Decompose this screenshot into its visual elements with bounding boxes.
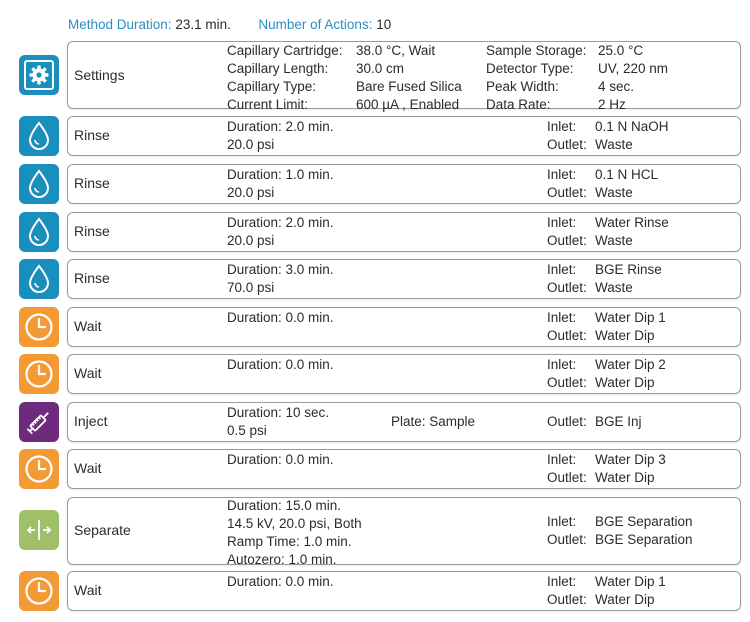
settings-label: Capillary Type: — [227, 79, 317, 94]
settings-label: Data Rate: — [486, 97, 551, 112]
inlet-value: Water Dip 1 — [595, 310, 666, 325]
outlet-label: Outlet: — [547, 414, 587, 429]
outlet-value: Water Dip — [595, 375, 655, 390]
action-card[interactable] — [67, 354, 741, 394]
outlet-label: Outlet: — [547, 233, 587, 248]
action-card[interactable] — [67, 449, 741, 489]
peak-width-value: 4 sec. — [598, 79, 635, 94]
separate-arrows-icon[interactable] — [19, 510, 59, 550]
gear-icon[interactable] — [19, 55, 59, 95]
action-row-rinse[interactable] — [19, 259, 741, 299]
settings-label: Capillary Cartridge: — [227, 43, 343, 58]
method-duration-value: 23.1 min. — [175, 17, 231, 32]
inlet-value: Water Dip 3 — [595, 452, 666, 467]
data-rate-value: 2 Hz — [598, 97, 626, 112]
action-row-wait[interactable] — [19, 307, 741, 347]
action-name: Separate — [74, 522, 131, 538]
action-name: Wait — [74, 365, 102, 381]
outlet-label: Outlet: — [547, 375, 587, 390]
pressure-text: 0.5 psi — [227, 423, 267, 438]
method-summary — [68, 17, 391, 32]
outlet-value: Water Dip — [595, 328, 655, 343]
sample-storage-value: 25.0 °C — [598, 43, 644, 58]
duration-text: Duration: 2.0 min. — [227, 215, 334, 230]
duration-text: Duration: 15.0 min. — [227, 498, 342, 513]
inlet-label: Inlet: — [547, 215, 577, 230]
outlet-value: BGE Inj — [595, 414, 642, 429]
action-name: Rinse — [74, 270, 110, 286]
action-row-wait[interactable] — [19, 449, 741, 489]
pressure-text: 70.0 psi — [227, 280, 275, 295]
action-card[interactable] — [67, 497, 741, 565]
outlet-label: Outlet: — [547, 328, 587, 343]
action-row-rinse[interactable] — [19, 164, 741, 204]
action-row-wait[interactable] — [19, 354, 741, 394]
clock-icon[interactable] — [19, 449, 59, 489]
duration-text: Duration: 0.0 min. — [227, 452, 334, 467]
action-name: Rinse — [74, 127, 110, 143]
duration-text: Duration: 0.0 min. — [227, 310, 334, 325]
settings-label: Peak Width: — [486, 79, 559, 94]
settings-label: Capillary Length: — [227, 61, 329, 76]
action-row-wait[interactable] — [19, 571, 741, 611]
inlet-label: Inlet: — [547, 262, 577, 277]
outlet-value: Waste — [595, 137, 633, 152]
clock-icon[interactable] — [19, 571, 59, 611]
pressure-text: 20.0 psi — [227, 185, 275, 200]
plate-text: Plate: Sample — [391, 414, 476, 429]
action-row-inject[interactable] — [19, 402, 741, 442]
inlet-value: 0.1 N NaOH — [595, 119, 669, 134]
detector-type-value: UV, 220 nm — [598, 61, 669, 76]
inlet-value: Water Rinse — [595, 215, 669, 230]
action-card[interactable] — [67, 571, 741, 611]
action-name: Settings — [74, 67, 125, 83]
autozero-text: Autozero: 1.0 min. — [227, 552, 337, 567]
inlet-value: 0.1 N HCL — [595, 167, 659, 182]
duration-text: Duration: 2.0 min. — [227, 119, 334, 134]
outlet-value: Waste — [595, 185, 633, 200]
duration-text: Duration: 0.0 min. — [227, 574, 334, 589]
action-name: Inject — [74, 413, 108, 429]
outlet-value: Water Dip — [595, 592, 655, 607]
capillary-cartridge-value: 38.0 °C, Wait — [356, 43, 436, 58]
action-card[interactable] — [67, 116, 741, 156]
clock-icon[interactable] — [19, 307, 59, 347]
inlet-label: Inlet: — [547, 574, 577, 589]
number-of-actions-value: 10 — [376, 17, 392, 32]
duration-text: Duration: 3.0 min. — [227, 262, 334, 277]
capillary-length-value: 30.0 cm — [356, 61, 405, 76]
outlet-label: Outlet: — [547, 280, 587, 295]
settings-row[interactable] — [19, 41, 741, 112]
pressure-text: 20.0 psi — [227, 233, 275, 248]
action-card[interactable] — [67, 307, 741, 347]
settings-label: Sample Storage: — [486, 43, 587, 58]
capillary-type-value: Bare Fused Silica — [356, 79, 462, 94]
method-duration-label: Method Duration: — [68, 17, 172, 32]
inlet-label: Inlet: — [547, 514, 577, 529]
duration-text: Duration: 0.0 min. — [227, 357, 334, 372]
inlet-value: Water Dip 1 — [595, 574, 666, 589]
outlet-value: Waste — [595, 233, 633, 248]
current-limit-value: 600 µA , Enabled — [356, 97, 460, 112]
outlet-label: Outlet: — [547, 592, 587, 607]
outlet-label: Outlet: — [547, 137, 587, 152]
outlet-label: Outlet: — [547, 470, 587, 485]
inlet-value: BGE Rinse — [595, 262, 662, 277]
action-name: Rinse — [74, 223, 110, 239]
action-card[interactable] — [67, 212, 741, 252]
voltage-text: 14.5 kV, 20.0 psi, Both — [227, 516, 362, 531]
inlet-label: Inlet: — [547, 119, 577, 134]
action-name: Rinse — [74, 175, 110, 191]
outlet-label: Outlet: — [547, 185, 587, 200]
settings-label: Detector Type: — [486, 61, 574, 76]
number-of-actions-label: Number of Actions: — [258, 17, 373, 32]
action-name: Wait — [74, 582, 102, 598]
inlet-value: BGE Separation — [595, 514, 693, 529]
settings-card[interactable] — [67, 41, 741, 112]
action-name: Wait — [74, 460, 102, 476]
outlet-value: Waste — [595, 280, 633, 295]
pressure-text: 20.0 psi — [227, 137, 275, 152]
inlet-label: Inlet: — [547, 167, 577, 182]
action-row-rinse[interactable] — [19, 212, 741, 252]
water-drop-icon[interactable] — [19, 212, 59, 252]
water-drop-icon[interactable] — [19, 116, 59, 156]
action-row-separate[interactable] — [19, 497, 741, 565]
inlet-label: Inlet: — [547, 357, 577, 372]
duration-text: Duration: 10 sec. — [227, 405, 330, 420]
water-drop-icon[interactable] — [19, 259, 59, 299]
duration-text: Duration: 1.0 min. — [227, 167, 334, 182]
inlet-value: Water Dip 2 — [595, 357, 666, 372]
settings-label: Current Limit: — [227, 97, 309, 112]
outlet-value: Water Dip — [595, 470, 655, 485]
action-row-rinse[interactable] — [19, 116, 741, 156]
action-name: Wait — [74, 318, 102, 334]
outlet-label: Outlet: — [547, 532, 587, 547]
inlet-label: Inlet: — [547, 452, 577, 467]
syringe-icon[interactable] — [19, 402, 59, 442]
outlet-value: BGE Separation — [595, 532, 693, 547]
action-card[interactable] — [67, 402, 741, 442]
clock-icon[interactable] — [19, 354, 59, 394]
water-drop-icon[interactable] — [19, 164, 59, 204]
inlet-label: Inlet: — [547, 310, 577, 325]
action-card[interactable] — [67, 164, 741, 204]
ramp-time-text: Ramp Time: 1.0 min. — [227, 534, 352, 549]
action-card[interactable] — [67, 259, 741, 299]
